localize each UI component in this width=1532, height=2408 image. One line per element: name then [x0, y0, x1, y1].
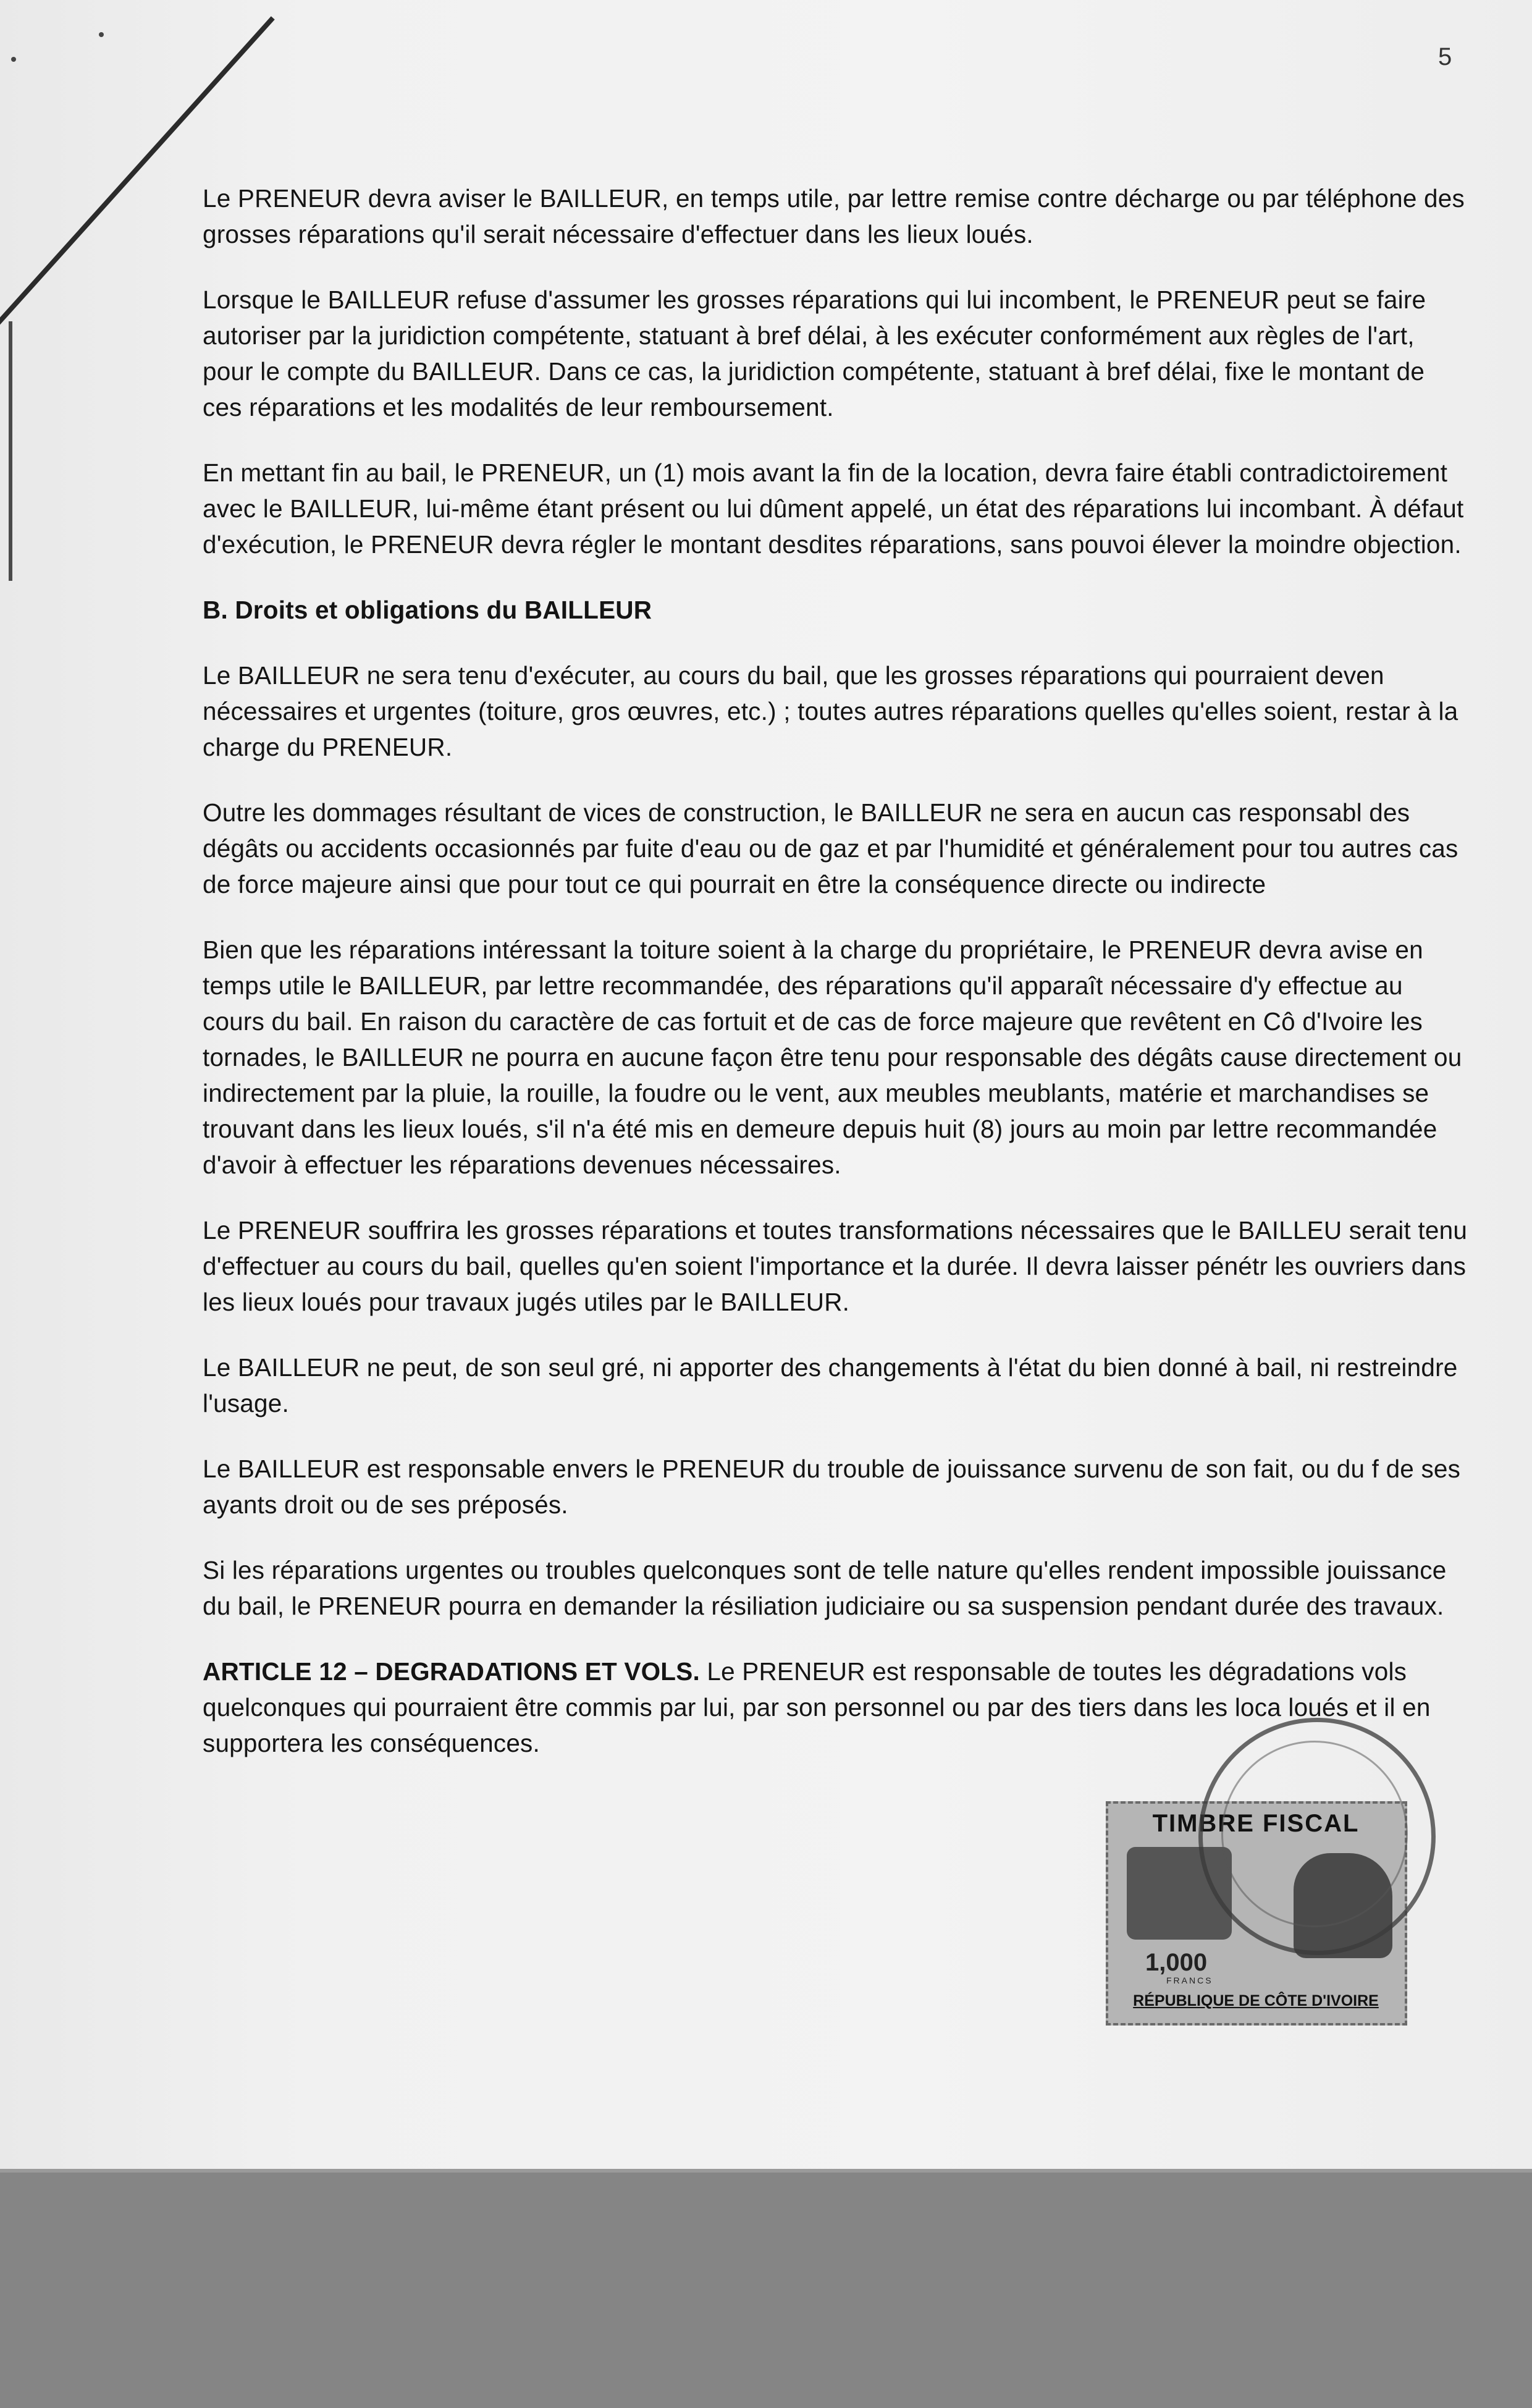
section-b-heading: B. Droits et obligations du BAILLEUR: [203, 596, 652, 624]
paragraph-refus-bailleur: Lorsque le BAILLEUR refuse d'assumer les grosses réparations qui lui incombent, le PRENEUR peut se faire autoriser par la juridiction compétente, statuant à bref délai, à les exécuter conformément aux règles de l'art, pour le compte du BAILLEUR. Dans ce cas, la juridiction compétente, statuant à bref délai, fixe le montant de ces réparations et les modalités de leur remboursement.: [203, 285, 1426, 421]
fiscal-stamp-unit: FRANCS: [1166, 1975, 1213, 1985]
paragraph-toiture: Bien que les réparations intéressant la toiture soient à la charge du propriétaire, le PRENEUR devra avise en temps utile le BAILLEUR, par lettre recommandée, des réparations qu'il apparaît nécessaire d'y effectue au cours du bail. En raison du caractère de cas fortuit et de cas de force majeure que revêtent en Cô d'Ivoire les tornades, le BAILLEUR ne pourra en aucune façon être tenu pour responsable des dégâts cause directement ou indirectement par la pluie, la rouille, la foudre ou le vent, aux meubles meublants, matérie et marchandises se trouvant dans les lieux loués, s'il n'a été mis en demeure depuis huit (8) jours au moin par lettre recommandée d'avoir à effectuer les réparations devenues nécessaires.: [203, 936, 1462, 1179]
paragraph-changements: Le BAILLEUR ne peut, de son seul gré, ni apporter des changements à l'état du bien donné à bail, ni restreindre l'usage.: [203, 1353, 1458, 1417]
paragraph-aviser: Le PRENEUR devra aviser le BAILLEUR, en temps utile, par lettre remise contre décharge ou par téléphone des grosses réparations qu'il serait nécessaire d'effectuer dans les lieux loués.: [203, 184, 1465, 248]
scan-speck: [11, 57, 16, 62]
paragraph-resiliation: Si les réparations urgentes ou troubles quelconques sont de telle nature qu'elles rendent impossible jouissance du bail, le PRENEUR pourra en demander la résiliation judiciaire ou sa suspension pendant durée des travaux.: [203, 1556, 1447, 1620]
page-edge-shadow: [9, 321, 12, 581]
fiscal-stamp-value: 1,000: [1145, 1949, 1208, 1976]
article-12-text: Le PRENEUR est responsable de toutes les dégradations vols quelconques qui pourraient être commis par lui, par son personnel ou par des tiers dans les loca loués et il en supportera les conséquences.: [203, 1657, 1431, 1757]
paragraph-transformations: Le PRENEUR souffrira les grosses réparations et toutes transformations nécessaires que le BAILLEU serait tenu d'effectuer au cours du bail, quelles qu'en soient l'importance et la durée. Il devra laisser pénétr les ouvriers dans les lieux loués pour travaux jugés utiles par le BAILLEUR.: [203, 1216, 1468, 1316]
stamp-area: [1106, 1730, 1439, 2039]
paragraph-dommages: Outre les dommages résultant de vices de construction, le BAILLEUR ne sera en aucun cas responsabl des dégâts ou accidents occasionnés par fuite d'eau ou de gaz et par l'humidité et généralement pour tou autres cas de force majeure ainsi que pour tout ce qui pourrait en être la conséquence directe ou indirecte: [203, 798, 1458, 898]
body-text: [203, 180, 1469, 1791]
scan-speck: [99, 32, 104, 37]
fiscal-stamp-country: RÉPUBLIQUE DE CÔTE D'IVOIRE: [1133, 1992, 1379, 2009]
paragraph-grosses-reparations: Le BAILLEUR ne sera tenu d'exécuter, au cours du bail, que les grosses réparations qui pourraient deven nécessaires et urgentes (toiture, gros œuvres, etc.) ; toutes autres réparations quelles qu'elles soient, restar à la charge du PRENEUR.: [203, 661, 1458, 761]
page-number: 5: [1438, 43, 1452, 70]
paragraph-fin-bail: En mettant fin au bail, le PRENEUR, un (1) mois avant la fin de la location, devra faire établi contradictoirement avec le BAILLEUR, lui-même étant présent ou lui dûment appelé, un état des réparations lui incombant. À défaut d'exécution, le PRENEUR devra régler le montant desdites réparations, sans pouvoi élever la moindre objection.: [203, 458, 1464, 559]
article-12-heading: ARTICLE 12 – DEGRADATIONS ET VOLS.: [203, 1657, 700, 1686]
official-seal-inner-ring: [1221, 1741, 1408, 1927]
paragraph-trouble-jouissance: Le BAILLEUR est responsable envers le PRENEUR du trouble de jouissance survenu de son fait, ou du f de ses ayants droit ou de ses préposés.: [203, 1455, 1461, 1519]
official-seal: [1198, 1718, 1436, 1955]
fiscal-stamp-title: TIMBRE FISCAL: [1152, 1810, 1360, 1837]
